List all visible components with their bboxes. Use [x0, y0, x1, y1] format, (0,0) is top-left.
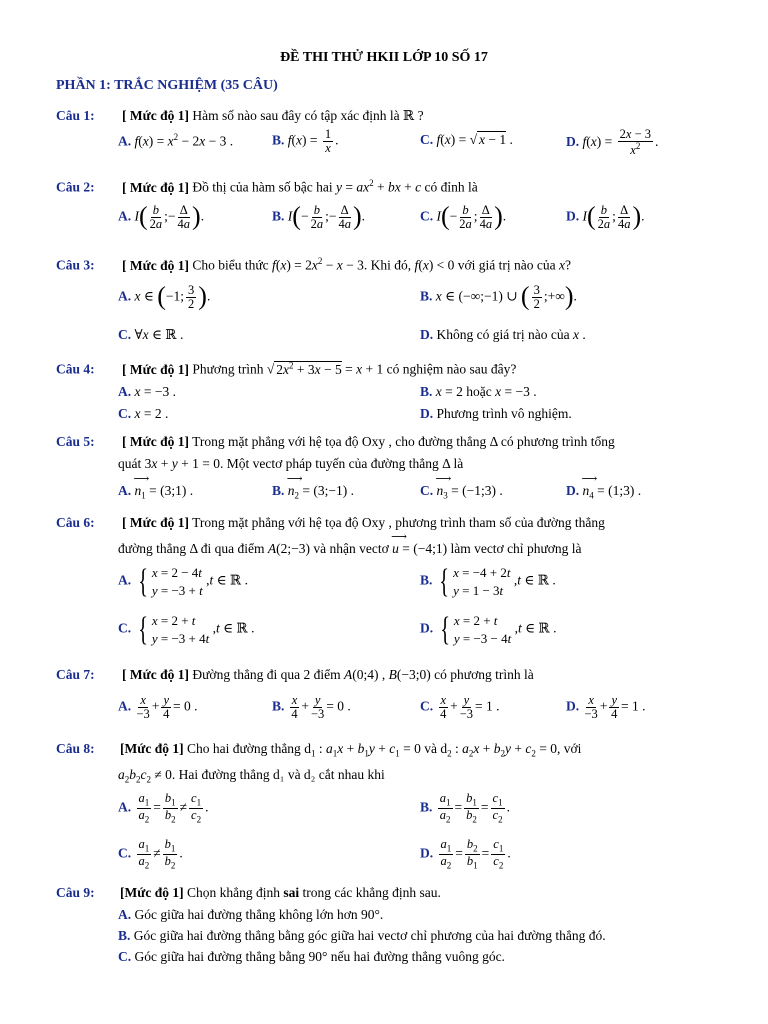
question-9: Câu 9: [Mức độ 1] Chọn khẳng định sai trong các khẳng định sau. [56, 885, 441, 900]
question-text: Hàm số nào sau đây có tập xác định là ℝ ? [192, 108, 424, 123]
option-a[interactable]: A. $\frac{a_1}{a_2}$ = $\frac{b_1}{b_2}$ ≠ $\frac{c_1}{c_2}$ . [118, 791, 209, 825]
option-c[interactable]: C. I(− $\frac{b}{2a}$ ; $\frac{\Delta}{4a}$ ). [420, 201, 507, 232]
question-5: Câu 5: [ Mức độ 1] Trong mặt phẳng với hệ tọa độ Oxy , cho đường thẳng Δ có phương trình tổng [56, 434, 615, 449]
option-a[interactable]: A. { x = 2 − 4t y = −3 + t ,t ∈ ℝ . [118, 562, 248, 600]
question-7: Câu 7: [ Mức độ 1] Đường thẳng đi qua 2 điểm A(0;4) , B(−3;0) có phương trình là [56, 667, 534, 682]
option-a[interactable]: A. x ∈ (−1; $\frac{3}{2}$ ). [118, 281, 211, 312]
option-a[interactable]: A. I( $\frac{b}{2a}$ ;− $\frac{\Delta}{4a}$ ). [118, 201, 205, 232]
question-6: Câu 6: [ Mức độ 1] Trong mặt phẳng với hệ tọa độ Oxy , phương trình tham số của đường thẳng [56, 515, 605, 530]
option-d[interactable]: D. ⟶ $n_4$ = (1;3) . [566, 483, 641, 501]
question-8: Câu 8: [Mức độ 1] Cho hai đường thẳng $d_1$ : $a_1x + b_1y + c_1 = 0$ và $d_2$ : $a_2x + b_2y + c_2 = 0$, với [56, 741, 582, 759]
option-b[interactable]: B. ⟶ $n_2$ = (3;−1) . [272, 483, 354, 501]
option-c[interactable]: C. ⟶ $n_3$ = (−1;3) . [420, 483, 503, 501]
question-2: Câu 2: [ Mức độ 1] Đồ thị của hàm số bậc hai $y = ax^2$ + bx + c có đỉnh là [56, 178, 478, 195]
option-b[interactable]: B. $\frac{a_1}{a_2}$ = $\frac{b_1}{b_2}$ = $\frac{c_1}{c_2}$ . [420, 791, 510, 825]
option-a[interactable]: A. $\frac{x}{-3}$ + $\frac{y}{4}$ = 0 . [118, 693, 198, 722]
level-tag: [ Mức độ 1] [122, 108, 189, 123]
option-b[interactable]: B. I(− $\frac{b}{2a}$ ;− $\frac{\Delta}{4a}$ ). [272, 201, 365, 232]
option-a[interactable]: A. x = −3 . [118, 384, 176, 399]
option-b[interactable]: B. Góc giữa hai đường thẳng bằng góc giữa hai vectơ chỉ phương của hai đường thẳng đó. [118, 928, 606, 943]
question-1 [56, 108, 424, 124]
option-c[interactable]: C. $\frac{a_1}{a_2}$ ≠ $\frac{b_1}{b_2}$ . [118, 837, 183, 871]
option-d[interactable]: D. I( $\frac{b}{2a}$ ; $\frac{\Delta}{4a}$ ). [566, 201, 645, 232]
question-label: Câu 1: [56, 108, 95, 123]
question-8-line2: $a_2b_2c_2 \ne 0$. Hai đường thẳng d₁ và d₂ cắt nhau khi [118, 767, 385, 785]
question-6-line2: đường thẳng Δ đi qua điểm A(2;−3) và nhận vectơ ⟶ u = (−4;1) làm vectơ chỉ phương là [118, 541, 582, 557]
option-d[interactable]: D. { x = 2 + t y = −3 − 4t ,t ∈ ℝ . [420, 610, 557, 648]
document-title: ĐỀ THI THỬ HKII LỚP 10 SỐ 17 [280, 50, 488, 65]
option-c[interactable]: C. ∀x ∈ ℝ . [118, 327, 184, 342]
option-b[interactable]: B. f(x) = $\frac{1}{x}$ . [272, 127, 339, 156]
option-a[interactable]: A. $f(x) = x^2 - 2x - 3$ . [118, 132, 234, 149]
question-3: Câu 3: [ Mức độ 1] Cho biểu thức $f(x) = 2x^2 - x - 3$. Khi đó, f(x) < 0 với giá trị nào của x? [56, 256, 572, 273]
option-c[interactable]: C. $\frac{x}{4}$ + $\frac{y}{-3}$ = 1 . [420, 693, 500, 722]
option-c[interactable]: C. Góc giữa hai đường thẳng bằng 90° nếu hai đường thẳng vuông góc. [118, 949, 505, 964]
option-d[interactable]: D. $\frac{a_1}{a_2}$ = $\frac{b_2}{b_1}$ = $\frac{c_1}{c_2}$ . [420, 837, 511, 871]
option-b[interactable]: B. x ∈ (−∞;−1) ∪ ( $\frac{3}{2}$ ;+∞). [420, 281, 577, 312]
question-4: Câu 4: [ Mức độ 1] Phương trình √ $2x^2 + 3x - 5 = x + 1$ có nghiệm nào sau đây? [56, 360, 517, 377]
option-c[interactable]: C. f(x) = √ x − 1 . [420, 132, 513, 147]
question-5-line2: quát 3x + y + 1 = 0. Một vectơ pháp tuyến của đường thẳng Δ là [118, 456, 464, 471]
option-d[interactable]: D. Không có giá trị nào của x . [420, 327, 586, 342]
option-a[interactable]: A. ⟶ $n_1$ = (3;1) . [118, 483, 193, 501]
option-d[interactable]: D. Phương trình vô nghiệm. [420, 406, 572, 421]
option-c[interactable]: C. { x = 2 + t y = −3 + 4t ,t ∈ ℝ . [118, 610, 255, 648]
option-b[interactable]: B. { x = −4 + 2t y = 1 − 3t ,t ∈ ℝ . [420, 562, 556, 600]
option-d[interactable]: D. f(x) = $\frac{2x - 3}{x^2}$ . [566, 127, 659, 158]
option-b[interactable]: B. $\frac{x}{4}$ + $\frac{y}{-3}$ = 0 . [272, 693, 351, 722]
option-b[interactable]: B. x = 2 hoặc x = −3 . [420, 384, 537, 399]
option-a[interactable]: A. Góc giữa hai đường thẳng không lớn hơn 90°. [118, 907, 384, 922]
part-heading: PHẦN 1: TRẮC NGHIỆM (35 CÂU) [56, 78, 278, 93]
option-d[interactable]: D. $\frac{x}{-3}$ + $\frac{y}{4}$ = 1 . [566, 693, 646, 722]
option-c[interactable]: C. x = 2 . [118, 406, 169, 421]
